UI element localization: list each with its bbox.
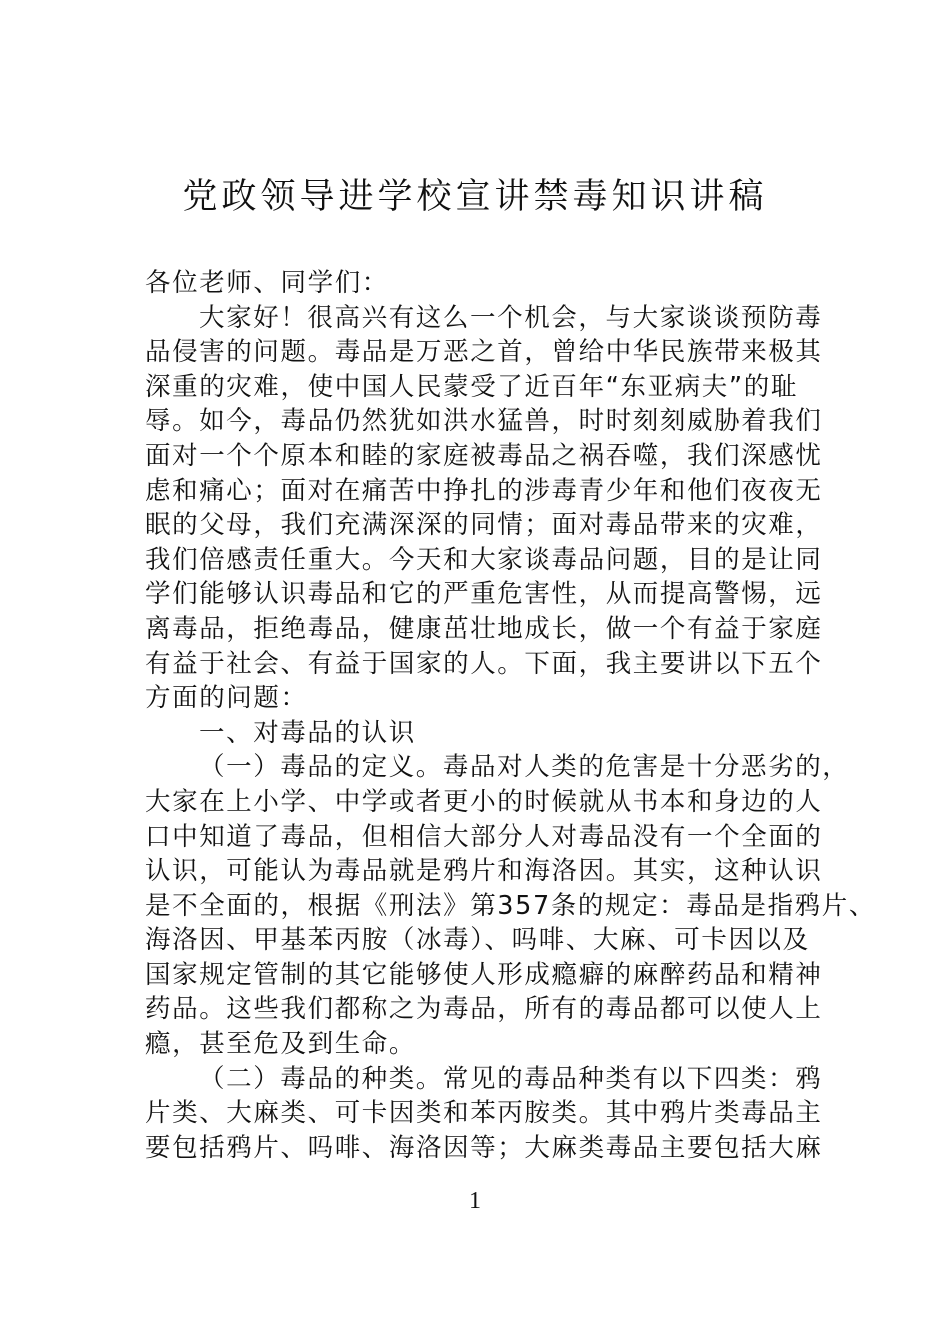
text-line: 学们能够认识毒品和它的严重危害性，从而提高警惕，远 xyxy=(145,579,823,610)
text-line: 辱。如今，毒品仍然犹如洪水猛兽，时时刻刻威胁着我们 xyxy=(145,406,823,437)
text-line: 深重的灾难，使中国人民蒙受了近百年“东亚病夫”的耻 xyxy=(145,371,798,402)
section-heading: 一、对毒品的认识 xyxy=(199,717,416,748)
text-line: 瘾，甚至危及到生命。 xyxy=(145,1029,417,1060)
text-line: 片类、大麻类、可卡因类和苯丙胺类。其中鸦片类毒品主 xyxy=(145,1098,823,1129)
text-line: 国家规定管制的其它能够使人形成瘾癖的麻醉药品和精神 xyxy=(145,959,823,990)
text-line: 大家在上小学、中学或者更小的时候就从书本和身边的人 xyxy=(145,786,823,817)
subsection-line: （一）毒品的定义。毒品对人类的危害是十分恶劣的， xyxy=(199,752,850,783)
text-line: 离毒品，拒绝毒品，健康茁壮地成长，做一个有益于家庭 xyxy=(145,613,823,644)
subsection-line: （二）毒品的种类。常见的毒品种类有以下四类：鸦 xyxy=(199,1063,823,1094)
text-line: 海洛因、甲基苯丙胺（冰毒）、吗啡、大麻、可卡因以及 xyxy=(145,925,810,956)
text-line: 药品。这些我们都称之为毒品，所有的毒品都可以使人上 xyxy=(145,994,823,1025)
text-line: 方面的问题： xyxy=(145,683,308,714)
text-line: 有益于社会、有益于国家的人。下面，我主要讲以下五个 xyxy=(145,648,823,679)
text-line: 是不全面的，根据《刑法》第357条的规定：毒品是指鸦片、 xyxy=(145,890,876,921)
text-line: 品侵害的问题。毒品是万恶之首，曾给中华民族带来极其 xyxy=(145,337,823,368)
text-line: 虑和痛心；面对在痛苦中挣扎的涉毒青少年和他们夜夜无 xyxy=(145,475,823,506)
text-line: 我们倍感责任重大。今天和大家谈毒品问题，目的是让同 xyxy=(145,544,823,575)
document-title: 党政领导进学校宣讲禁毒知识讲稿 xyxy=(182,177,768,217)
text-line: 面对一个个原本和睦的家庭被毒品之祸吞噬，我们深感忧 xyxy=(145,440,823,471)
text-line: 眠的父母，我们充满深深的同情；面对毒品带来的灾难， xyxy=(145,510,823,541)
document-body xyxy=(145,266,876,1165)
text-line: 要包括鸦片、吗啡、海洛因等；大麻类毒品主要包括大麻 xyxy=(145,1132,823,1163)
text-line: 口中知道了毒品，但相信大部分人对毒品没有一个全面的 xyxy=(145,821,823,852)
text-line: 大家好！很高兴有这么一个机会，与大家谈谈预防毒 xyxy=(199,302,823,333)
text-line: 认识，可能认为毒品就是鸦片和海洛因。其实，这种认识 xyxy=(145,856,823,887)
salutation: 各位老师、同学们： xyxy=(145,268,389,298)
page-number: 1 xyxy=(469,1188,481,1214)
